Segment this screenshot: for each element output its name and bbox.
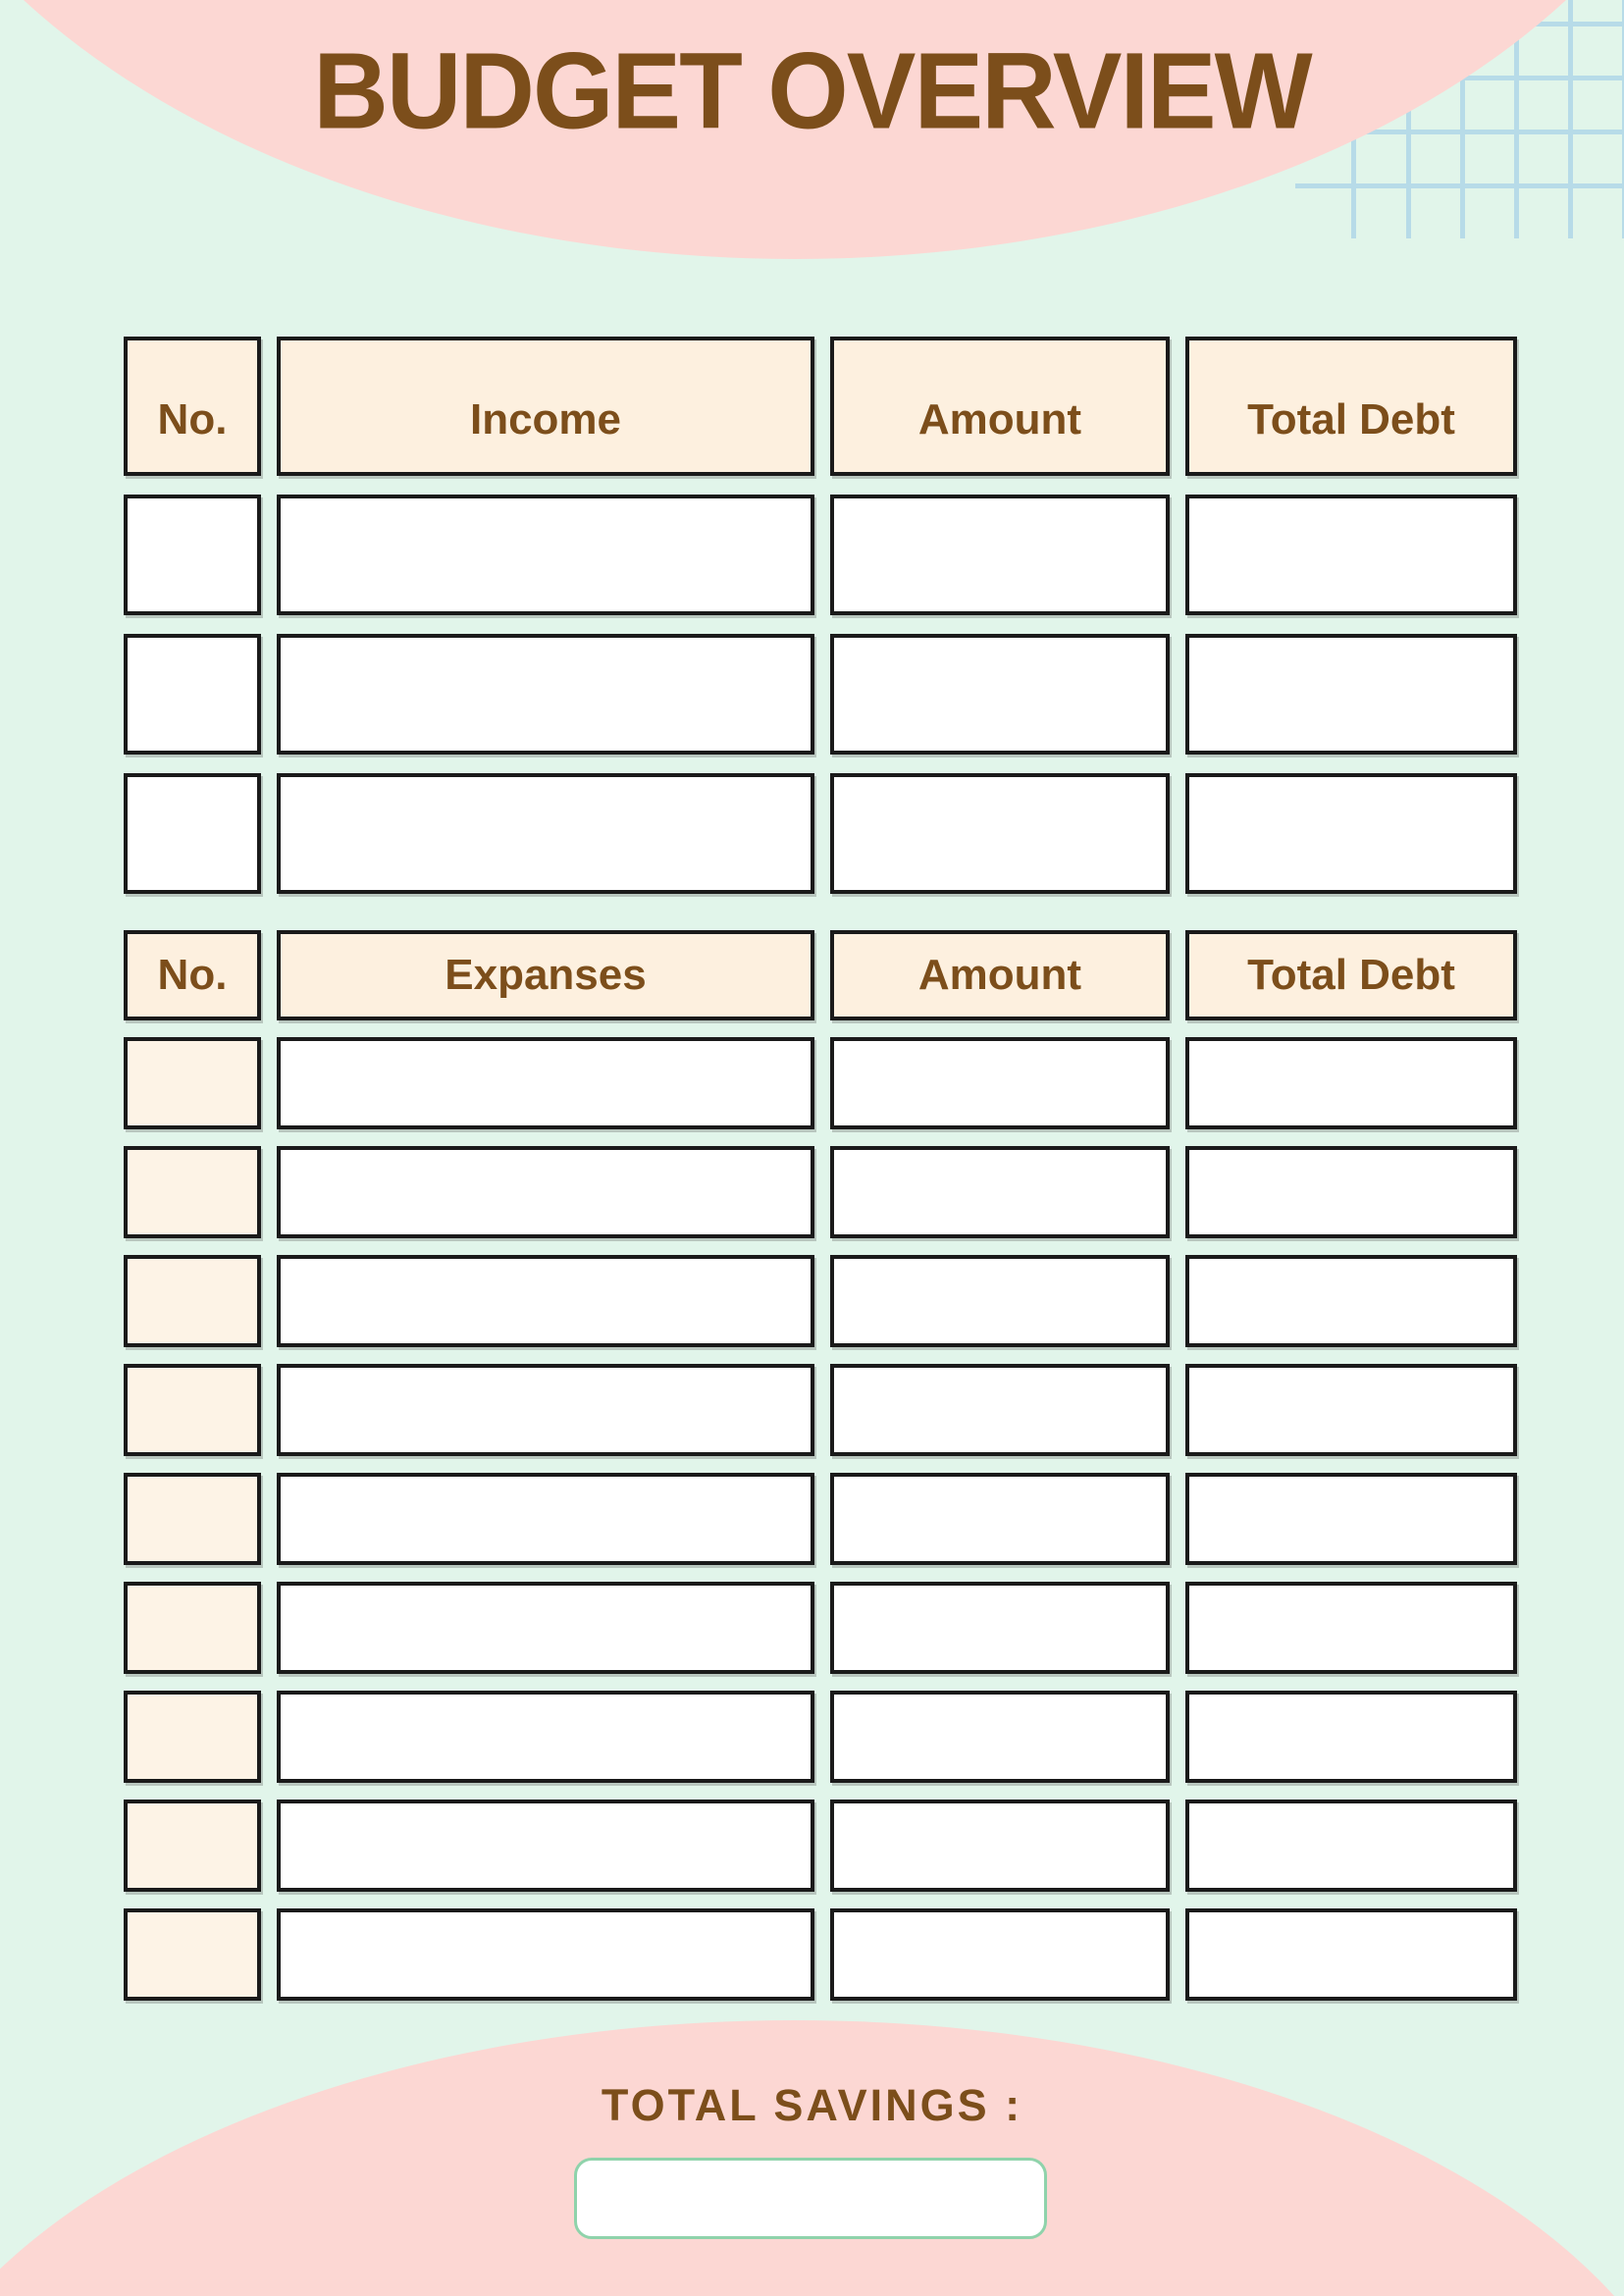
expenses-row9-amount-cell[interactable] (830, 1908, 1170, 2001)
income-header-no: No. (124, 337, 261, 476)
expenses-row6-amount-cell[interactable] (830, 1582, 1170, 1674)
income-row3-amount-cell[interactable] (830, 773, 1170, 894)
expenses-row8-debt-cell[interactable] (1185, 1800, 1517, 1892)
expenses-header-name: Expanses (277, 930, 814, 1020)
expenses-row5-name-cell[interactable] (277, 1473, 814, 1565)
expenses-row9-debt-cell[interactable] (1185, 1908, 1517, 2001)
income-header-amount: Amount (830, 337, 1170, 476)
expenses-row4-amount-cell[interactable] (830, 1364, 1170, 1456)
expenses-header-debt: Total Debt (1185, 930, 1517, 1020)
total-savings-label: TOTAL SAVINGS : (601, 2080, 1023, 2130)
income-row2-no-cell[interactable] (124, 634, 261, 755)
income-row1-debt-cell[interactable] (1185, 495, 1517, 615)
income-row2-amount-cell[interactable] (830, 634, 1170, 755)
income-header-debt: Total Debt (1185, 337, 1517, 476)
expenses-row8-no-cell[interactable] (124, 1800, 261, 1892)
expenses-row7-debt-cell[interactable] (1185, 1691, 1517, 1783)
expenses-row4-no-cell[interactable] (124, 1364, 261, 1456)
expenses-row4-name-cell[interactable] (277, 1364, 814, 1456)
expenses-row3-no-cell[interactable] (124, 1255, 261, 1347)
expenses-row6-debt-cell[interactable] (1185, 1582, 1517, 1674)
expenses-header-no: No. (124, 930, 261, 1020)
expenses-row5-amount-cell[interactable] (830, 1473, 1170, 1565)
expenses-row5-no-cell[interactable] (124, 1473, 261, 1565)
expenses-row1-amount-cell[interactable] (830, 1037, 1170, 1129)
expenses-table (124, 930, 1518, 2001)
income-row3-debt-cell[interactable] (1185, 773, 1517, 894)
income-header-name: Income (277, 337, 814, 476)
income-row1-name-cell[interactable] (277, 495, 814, 615)
expenses-row2-debt-cell[interactable] (1185, 1146, 1517, 1238)
expenses-row4-debt-cell[interactable] (1185, 1364, 1517, 1456)
expenses-row6-name-cell[interactable] (277, 1582, 814, 1674)
expenses-row2-no-cell[interactable] (124, 1146, 261, 1238)
page-title: BUDGET OVERVIEW (313, 30, 1311, 152)
expenses-row1-no-cell[interactable] (124, 1037, 261, 1129)
expenses-row3-amount-cell[interactable] (830, 1255, 1170, 1347)
expenses-row9-no-cell[interactable] (124, 1908, 261, 2001)
income-table (124, 337, 1518, 894)
expenses-row5-debt-cell[interactable] (1185, 1473, 1517, 1565)
total-savings-input[interactable] (574, 2158, 1047, 2239)
expenses-row3-debt-cell[interactable] (1185, 1255, 1517, 1347)
expenses-row1-debt-cell[interactable] (1185, 1037, 1517, 1129)
income-row1-no-cell[interactable] (124, 495, 261, 615)
expenses-row2-name-cell[interactable] (277, 1146, 814, 1238)
income-row3-no-cell[interactable] (124, 773, 261, 894)
grid-line (1295, 183, 1624, 188)
income-row1-amount-cell[interactable] (830, 495, 1170, 615)
expenses-row7-amount-cell[interactable] (830, 1691, 1170, 1783)
expenses-row1-name-cell[interactable] (277, 1037, 814, 1129)
expenses-row7-no-cell[interactable] (124, 1691, 261, 1783)
expenses-row3-name-cell[interactable] (277, 1255, 814, 1347)
income-row2-name-cell[interactable] (277, 634, 814, 755)
expenses-row8-name-cell[interactable] (277, 1800, 814, 1892)
income-row2-debt-cell[interactable] (1185, 634, 1517, 755)
income-row3-name-cell[interactable] (277, 773, 814, 894)
expenses-header-amount: Amount (830, 930, 1170, 1020)
expenses-row9-name-cell[interactable] (277, 1908, 814, 2001)
expenses-row2-amount-cell[interactable] (830, 1146, 1170, 1238)
expenses-row8-amount-cell[interactable] (830, 1800, 1170, 1892)
expenses-row6-no-cell[interactable] (124, 1582, 261, 1674)
expenses-row7-name-cell[interactable] (277, 1691, 814, 1783)
